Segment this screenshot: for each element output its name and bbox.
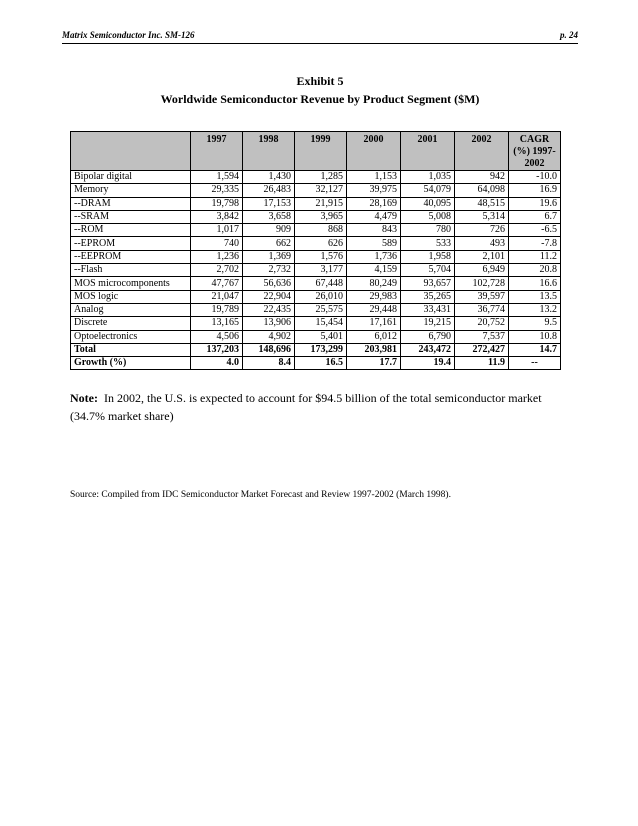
table-cell: 740 xyxy=(191,237,243,250)
table-cell: 17,161 xyxy=(347,317,401,330)
exhibit-title-block xyxy=(62,72,578,108)
table-cell: 54,079 xyxy=(401,184,455,197)
table-cell: 36,774 xyxy=(455,303,509,316)
table-row xyxy=(71,171,561,184)
table-cell: 102,728 xyxy=(455,277,509,290)
table-cell: 942 xyxy=(455,171,509,184)
table-row xyxy=(71,184,561,197)
table-row xyxy=(71,197,561,210)
table-cell: -- xyxy=(509,357,561,370)
table-cell: 1,576 xyxy=(295,250,347,263)
table-row xyxy=(71,343,561,356)
table-cell: 4,479 xyxy=(347,210,401,223)
table-cell: 19,215 xyxy=(401,317,455,330)
table-cell: 589 xyxy=(347,237,401,250)
table-row xyxy=(71,330,561,343)
table-cell: 4,159 xyxy=(347,264,401,277)
table-row xyxy=(71,277,561,290)
table-cell: 11.2 xyxy=(509,250,561,263)
table-cell: 5,008 xyxy=(401,210,455,223)
table-cell: 493 xyxy=(455,237,509,250)
table-cell: 21,047 xyxy=(191,290,243,303)
table-row xyxy=(71,237,561,250)
table-cell: 17,153 xyxy=(243,197,295,210)
table-cell: 47,767 xyxy=(191,277,243,290)
table-cell: -6.5 xyxy=(509,224,561,237)
row-label: --EEPROM xyxy=(71,250,191,263)
table-cell: 20,752 xyxy=(455,317,509,330)
table-cell: 19,798 xyxy=(191,197,243,210)
table-cell: 25,575 xyxy=(295,303,347,316)
table-cell: 1,236 xyxy=(191,250,243,263)
table-row xyxy=(71,357,561,370)
table-cell: 19,789 xyxy=(191,303,243,316)
note-text: In 2002, the U.S. is expected to account for $94.5 billion of the total semiconductor market (34.7% market share) xyxy=(70,391,542,423)
revenue-table xyxy=(70,131,561,370)
table-cell: 16.5 xyxy=(295,357,347,370)
table-cell: 1,958 xyxy=(401,250,455,263)
table-cell: 6,790 xyxy=(401,330,455,343)
row-label: --DRAM xyxy=(71,197,191,210)
table-cell: 3,965 xyxy=(295,210,347,223)
table-cell: 1,594 xyxy=(191,171,243,184)
table-cell: 1,736 xyxy=(347,250,401,263)
table-cell: 6,012 xyxy=(347,330,401,343)
table-cell: 29,983 xyxy=(347,290,401,303)
table-cell: 173,299 xyxy=(295,343,347,356)
header-cell: 1997 xyxy=(191,132,243,171)
table-cell: 22,904 xyxy=(243,290,295,303)
table-row xyxy=(71,264,561,277)
table-cell: 1,430 xyxy=(243,171,295,184)
table-cell: 39,975 xyxy=(347,184,401,197)
header-cell: CAGR (%) 1997-2002 xyxy=(509,132,561,171)
row-label: Growth (%) xyxy=(71,357,191,370)
page-number: p. 24 xyxy=(560,30,578,40)
table-cell: 17.7 xyxy=(347,357,401,370)
header-cell: 1999 xyxy=(295,132,347,171)
table-cell: 5,704 xyxy=(401,264,455,277)
table-cell: 93,657 xyxy=(401,277,455,290)
table-cell: 32,127 xyxy=(295,184,347,197)
row-label: --Flash xyxy=(71,264,191,277)
table-cell: 3,177 xyxy=(295,264,347,277)
table-row xyxy=(71,303,561,316)
table-cell: 16.6 xyxy=(509,277,561,290)
table-cell: 533 xyxy=(401,237,455,250)
table-cell: 13.5 xyxy=(509,290,561,303)
table-cell: 16.9 xyxy=(509,184,561,197)
table-row xyxy=(71,317,561,330)
header-cell: 2001 xyxy=(401,132,455,171)
table-cell: 272,427 xyxy=(455,343,509,356)
table-cell: 7,537 xyxy=(455,330,509,343)
table-cell: 67,448 xyxy=(295,277,347,290)
table-cell: 626 xyxy=(295,237,347,250)
table-cell: 35,265 xyxy=(401,290,455,303)
exhibit-label: Exhibit 5 xyxy=(296,74,344,88)
row-label: --ROM xyxy=(71,224,191,237)
note-label: Note: xyxy=(70,391,98,405)
header-cell: 2000 xyxy=(347,132,401,171)
table-cell: 64,098 xyxy=(455,184,509,197)
table-cell: 28,169 xyxy=(347,197,401,210)
table-cell: 80,249 xyxy=(347,277,401,290)
table-row xyxy=(71,224,561,237)
table-cell: 868 xyxy=(295,224,347,237)
table-cell: 13,165 xyxy=(191,317,243,330)
table-cell: 137,203 xyxy=(191,343,243,356)
table-cell: 29,448 xyxy=(347,303,401,316)
table-cell: 1,369 xyxy=(243,250,295,263)
table-cell: 29,335 xyxy=(191,184,243,197)
table-cell: 2,702 xyxy=(191,264,243,277)
table-cell: -7.8 xyxy=(509,237,561,250)
table-cell: 40,095 xyxy=(401,197,455,210)
table-cell: 3,842 xyxy=(191,210,243,223)
table-cell: 909 xyxy=(243,224,295,237)
table-cell: 1,035 xyxy=(401,171,455,184)
row-label: Analog xyxy=(71,303,191,316)
table-cell: 726 xyxy=(455,224,509,237)
table-body xyxy=(71,171,561,370)
table-cell: 4.0 xyxy=(191,357,243,370)
table-cell: 6,949 xyxy=(455,264,509,277)
table-cell: 14.7 xyxy=(509,343,561,356)
header-cell: 2002 xyxy=(455,132,509,171)
table-cell: 4,506 xyxy=(191,330,243,343)
table-cell: 11.9 xyxy=(455,357,509,370)
table-cell: 15,454 xyxy=(295,317,347,330)
table-cell: 19.4 xyxy=(401,357,455,370)
table-cell: 5,401 xyxy=(295,330,347,343)
note xyxy=(70,389,560,425)
table-header-row xyxy=(71,132,561,171)
table-cell: 662 xyxy=(243,237,295,250)
table-cell: 2,101 xyxy=(455,250,509,263)
table-cell: 243,472 xyxy=(401,343,455,356)
exhibit-title: Worldwide Semiconductor Revenue by Product Segment ($M) xyxy=(160,92,480,106)
table-cell: 33,431 xyxy=(401,303,455,316)
table-cell: 2,732 xyxy=(243,264,295,277)
row-label: Discrete xyxy=(71,317,191,330)
row-label: Memory xyxy=(71,184,191,197)
table-cell: 1,285 xyxy=(295,171,347,184)
table-cell: 3,658 xyxy=(243,210,295,223)
row-label: --SRAM xyxy=(71,210,191,223)
page-header xyxy=(62,27,578,44)
table-cell: 4,902 xyxy=(243,330,295,343)
table-cell: 1,153 xyxy=(347,171,401,184)
row-label: MOS logic xyxy=(71,290,191,303)
table-cell: 56,636 xyxy=(243,277,295,290)
table-cell: 20.8 xyxy=(509,264,561,277)
table-cell: 13.2 xyxy=(509,303,561,316)
table-row xyxy=(71,210,561,223)
table-cell: 5,314 xyxy=(455,210,509,223)
table-row xyxy=(71,250,561,263)
table-cell: 26,483 xyxy=(243,184,295,197)
table-cell: 10.8 xyxy=(509,330,561,343)
header-cell: 1998 xyxy=(243,132,295,171)
row-label: Total xyxy=(71,343,191,356)
table-cell: 6.7 xyxy=(509,210,561,223)
table-cell: 843 xyxy=(347,224,401,237)
source-citation: Source: Compiled from IDC Semiconductor Market Forecast and Review 1997-2002 (March 1998). xyxy=(70,490,451,500)
table-cell: 48,515 xyxy=(455,197,509,210)
table-cell: 780 xyxy=(401,224,455,237)
table-row xyxy=(71,290,561,303)
table-cell: 203,981 xyxy=(347,343,401,356)
table-cell: 39,597 xyxy=(455,290,509,303)
table-cell: -10.0 xyxy=(509,171,561,184)
row-label: --EPROM xyxy=(71,237,191,250)
header-cell-blank xyxy=(71,132,191,171)
table-cell: 1,017 xyxy=(191,224,243,237)
row-label: MOS microcomponents xyxy=(71,277,191,290)
table-cell: 22,435 xyxy=(243,303,295,316)
table-cell: 9.5 xyxy=(509,317,561,330)
table-cell: 13,906 xyxy=(243,317,295,330)
table-cell: 21,915 xyxy=(295,197,347,210)
document-id: Matrix Semiconductor Inc. SM-126 xyxy=(62,30,195,40)
table-cell: 19.6 xyxy=(509,197,561,210)
row-label: Bipolar digital xyxy=(71,171,191,184)
table-cell: 8.4 xyxy=(243,357,295,370)
table-cell: 26,010 xyxy=(295,290,347,303)
row-label: Optoelectronics xyxy=(71,330,191,343)
table-cell: 148,696 xyxy=(243,343,295,356)
